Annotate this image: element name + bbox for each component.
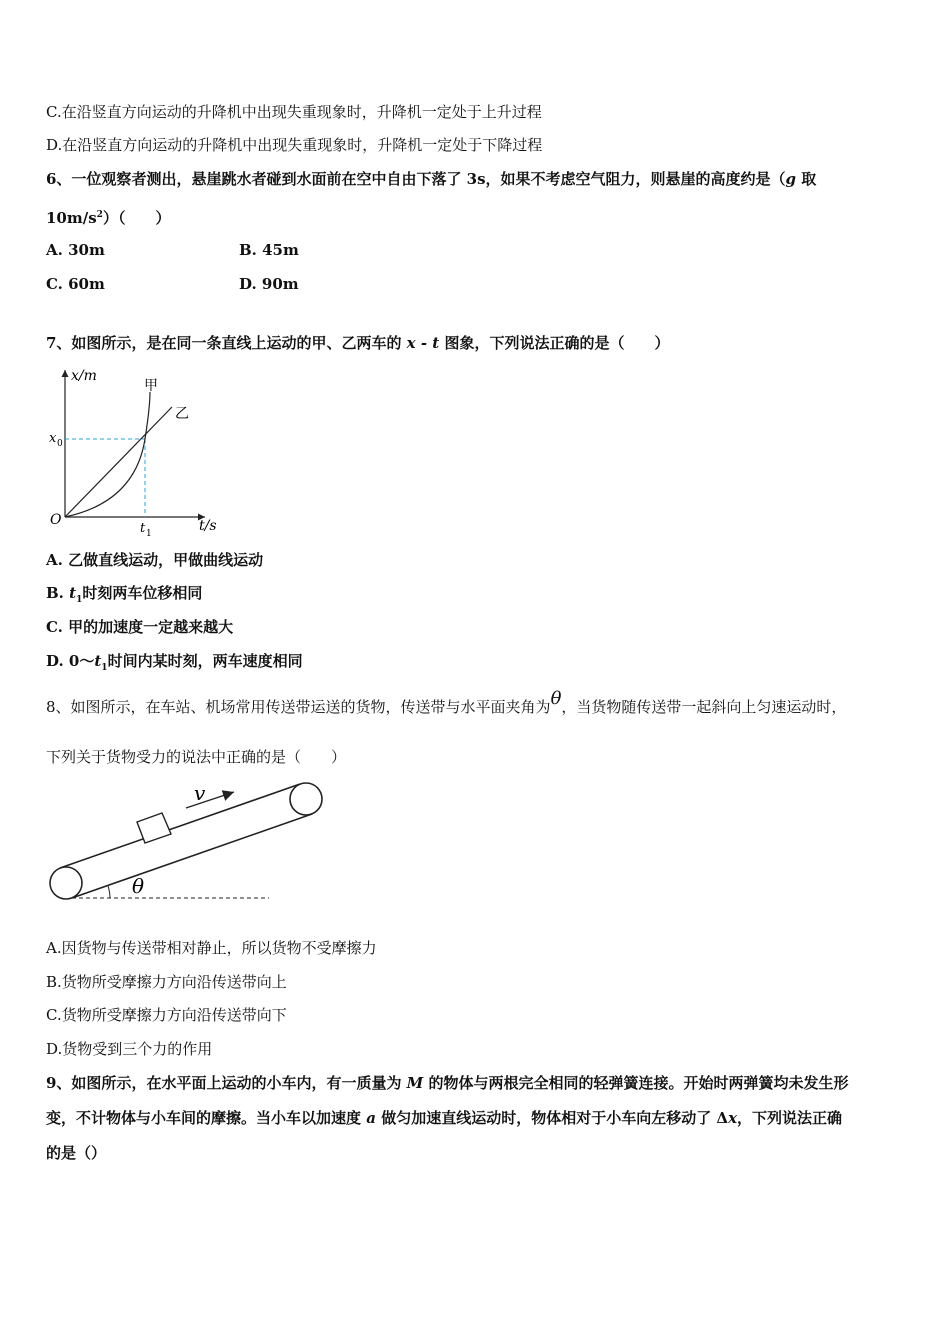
q9-line1-end: 的物体与两根完全相同的轻弹簧连接。开始时两弹簧均未发生形 <box>423 1074 849 1092</box>
q7-option-a: A. 乙做直线运动，甲做曲线运动 <box>46 551 264 569</box>
q7-stem <box>46 333 669 353</box>
q7-option-b <box>46 583 202 610</box>
q8-angle-arc <box>108 886 110 898</box>
q8-stem-line1 <box>46 688 847 717</box>
q9-line2-text: 变，不计物体与小车间的摩擦。当小车以加速度 <box>46 1109 367 1127</box>
q6-option-c: C. 60m <box>46 275 105 293</box>
q7-option-d-sub: 1 <box>101 663 108 673</box>
q7-curve-jia <box>65 392 150 517</box>
q6-option-a: A. 30m <box>46 241 105 259</box>
q6-option-d: D. 90m <box>239 275 299 293</box>
q7-y-axis-label: x/m <box>71 368 97 384</box>
q6-stem-end: 取 <box>796 170 817 188</box>
q6-unit: 10m/s <box>46 209 97 227</box>
q6-stem-text: 6、一位观察者测出，悬崖跳水者碰到水面前在空中自由下落了 3s，如果不考虑空气阻力，则悬崖的高度约是（ <box>46 170 786 188</box>
q8-option-b: B.货物所受摩擦力方向沿传送带向上 <box>46 973 287 991</box>
q7-option-b-sub: 1 <box>76 595 83 605</box>
q7-option-d-var: t <box>94 652 102 670</box>
q8-lower-pulley <box>50 867 82 899</box>
q7-option-d-prefix: D. 0～ <box>46 652 95 670</box>
q9-line2-mid: 做匀加速直线运动时，物体相对于小车向左移动了 Δ <box>375 1109 729 1127</box>
q7-option-d <box>46 651 303 678</box>
q7-origin-label: O <box>50 512 62 528</box>
q7-option-b-prefix: B. <box>46 584 70 602</box>
q8-option-a: A.因货物与传送带相对静止，所以货物不受摩擦力 <box>46 939 377 957</box>
q7-t1-label: t <box>140 521 146 536</box>
q8-belt-top <box>60 784 300 868</box>
q9-line1-text: 9、如图所示，在水平面上运动的小车内，有一质量为 <box>46 1074 407 1092</box>
q6-unit-sup: 2 <box>96 210 103 220</box>
q5-option-d: D.在沿竖直方向运动的升降机中出现失重现象时，升降机一定处于下降过程 <box>46 136 543 154</box>
q6-stem-line2 <box>46 205 170 228</box>
q8-stem-text: 8、如图所示，在车站、机场常用传送带运送的货物，传送带与水平面夹角为 <box>46 698 551 716</box>
q7-xt-graph <box>40 362 230 542</box>
q8-stem-end: ，当货物随传送带一起斜向上匀速运动时， <box>561 698 847 716</box>
q6-blank: ）（ ） <box>102 209 171 227</box>
q7-option-d-text: 时间内某时刻，两车速度相同 <box>107 652 303 670</box>
q7-x0-label: x <box>49 431 57 446</box>
q7-label-jia: 甲 <box>144 378 158 394</box>
q7-stem-text: 7、如图所示，是在同一条直线上运动的甲、乙两车的 <box>46 334 407 352</box>
q6-option-b: B. 45m <box>239 241 299 259</box>
q9-stem-line1 <box>46 1073 849 1093</box>
q9-line2-end: ，下列说法正确 <box>737 1109 843 1127</box>
q8-conveyor-figure <box>44 778 334 903</box>
q8-option-d: D.货物受到三个力的作用 <box>46 1040 213 1058</box>
q7-x-axis-label: t/s <box>199 518 217 534</box>
q7-option-c: C. 甲的加速度一定越来越大 <box>46 618 234 636</box>
q9-displacement-symbol: x <box>728 1109 738 1127</box>
q7-t1-subscript: 1 <box>146 529 152 539</box>
q8-upper-pulley <box>290 783 322 815</box>
q8-angle-label: θ <box>132 874 145 898</box>
q6-g-symbol: g <box>785 170 797 188</box>
q9-accel-symbol: a <box>366 1109 376 1127</box>
q8-stem-line2: 下列关于货物受力的说法中正确的是（ ） <box>46 748 347 766</box>
q7-stem-end: 图象，下列说法正确的是（ ） <box>439 334 670 352</box>
q7-option-b-var: t <box>69 584 77 602</box>
q7-stem-variable: x - t <box>406 334 440 352</box>
q9-stem-line2 <box>46 1108 842 1128</box>
q9-mass-symbol: M <box>406 1074 424 1092</box>
q5-option-c: C.在沿竖直方向运动的升降机中出现失重现象时，升降机一定处于上升过程 <box>46 103 542 121</box>
q7-x0-subscript: 0 <box>57 439 63 449</box>
q7-option-b-text: 时刻两车位移相同 <box>82 584 203 602</box>
q8-belt-bottom <box>72 814 312 898</box>
q7-label-yi: 乙 <box>175 406 189 422</box>
q8-option-c: C.货物所受摩擦力方向沿传送带向下 <box>46 1006 287 1024</box>
q8-theta-symbol: θ <box>550 688 562 709</box>
q7-line-yi <box>65 407 172 517</box>
q8-velocity-label: v <box>194 781 206 805</box>
q6-stem-line1 <box>46 169 816 189</box>
q9-stem-line3: 的是（） <box>46 1144 107 1162</box>
